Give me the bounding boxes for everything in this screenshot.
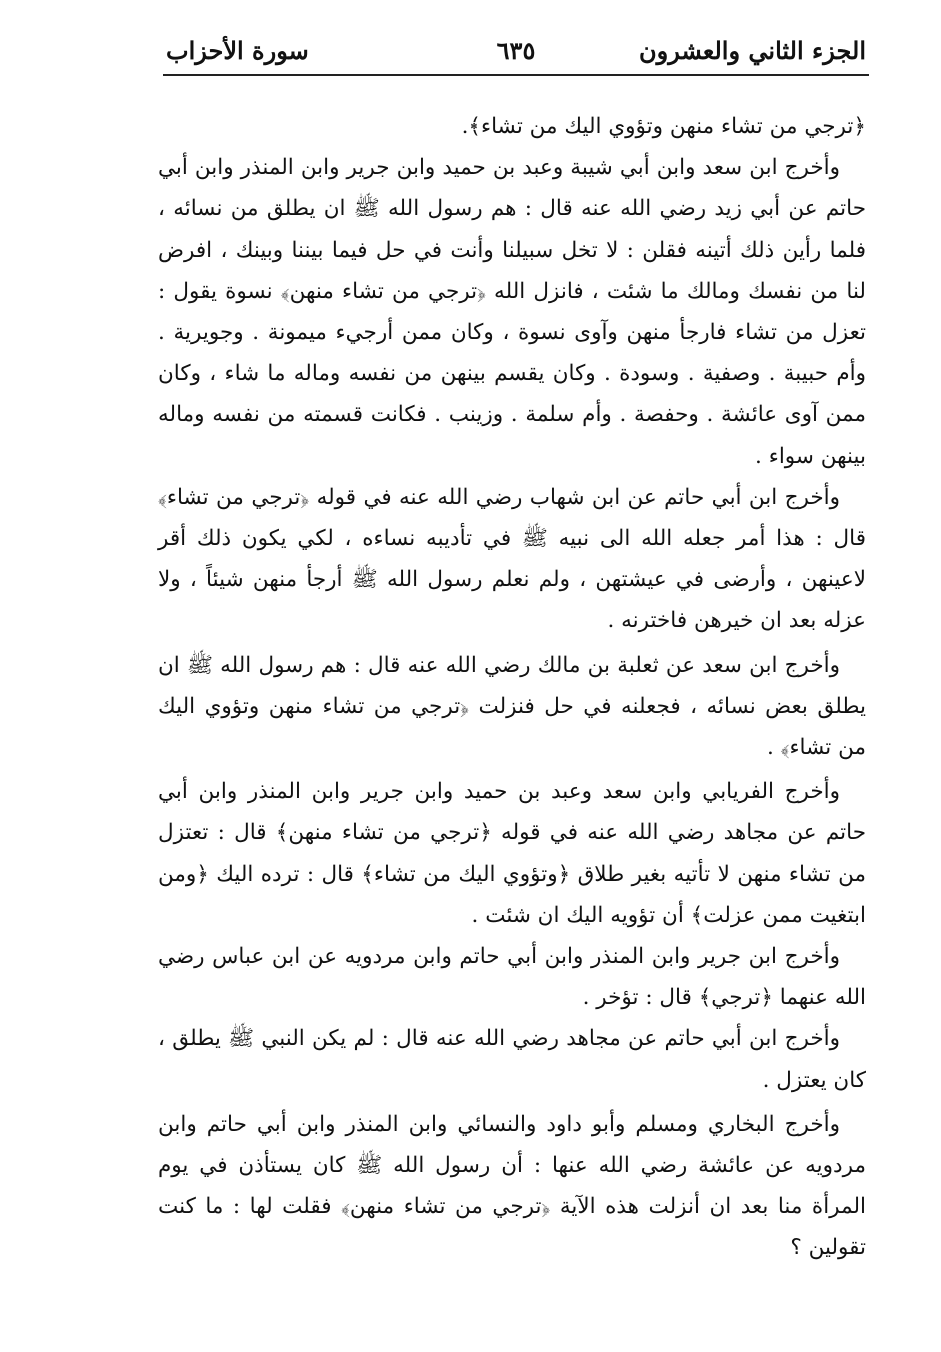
header-divider <box>163 74 869 76</box>
paragraph: وأخرج ابن سعد وابن أبي شيبة وعبد بن حميد وابن جرير وابن المنذر وابن أبي حاتم عن أبي زيد رضي الله عنه قال : هم رسول الله ﷺ ان يطلق من نسائه ، فلما رأين ذلك أتينه فقلن : لا تخل سبيلنا وأنت في حل فيما بيننا وبينك ، افرض لنا من نفسك ومالك ما شئت ، فانزل الله ﴿ترجي من تشاء منهن﴾ نسوة يقول : تعزل من تشاء فارجأ منهن وآوى نسوة ، وكان ممن أرجيء ميمونة . وجويرية . وأم حبيبة . وصفية . وسودة . وكان يقسم بينهن من نفسه وماله ما شاء ، وكان ممن آوى عائشة . وحفصة . وأم سلمة . وزينب . فكانت قسمته من نفسه وماله بينهن سواء . <box>158 155 866 469</box>
page-number: ٦٣٥ <box>496 36 536 65</box>
page-body <box>158 106 866 1269</box>
paragraph: وأخرج ابن جرير وابن المنذر وابن أبي حاتم وابن مردويه عن ابن عباس رضي الله عنهما ﴿ترجي﴾ قال : تؤخر . <box>158 944 866 1011</box>
paragraph: وأخرج البخاري ومسلم وأبو داود والنسائي وابن المنذر وابن أبي حاتم وابن مردويه عن عائشة رضي الله عنها : أن رسول الله ﷺ كان يستأذن في يوم المرأة منا بعد ان أنزلت هذه الآية ﴿ترجي من تشاء منهن﴾ فقلت لها : ما كنت تقولين ؟ <box>158 1111 866 1261</box>
paragraph: وأخرج ابن أبي حاتم عن مجاهد رضي الله عنه قال : لم يكن النبي ﷺ يطلق ، كان يعتزل . <box>158 1026 866 1093</box>
juz-title: الجزء الثاني والعشرون <box>639 36 866 65</box>
paragraph: وأخرج ابن أبي حاتم عن ابن شهاب رضي الله عنه في قوله ﴿ترجي من تشاء﴾ قال : هذا أمر جعله الله الى نبيه ﷺ في تأديبه نساءه ، لكي يكون ذلك أقر لاعينهن ، وأرضى في عيشتهن ، ولم نعلم رسول الله ﷺ أرجأ منهن شيئاً ، ولا عزله بعد ان خيرهن فاخترنه . <box>158 484 866 634</box>
paragraph: وأخرج ابن سعد عن ثعلبة بن مالك رضي الله عنه قال : هم رسول الله ﷺ ان يطلق بعض نسائه ، فجعلنه في حل فنزلت ﴿ترجي من تشاء منهن وتؤوي اليك من تشاء﴾ . <box>158 652 866 761</box>
paragraph: ﴿ترجي من تشاء منهن وتؤوي اليك من تشاء﴾. <box>461 114 866 139</box>
page-header <box>166 30 866 80</box>
paragraph: وأخرج الفريابي وابن سعد وعبد بن حميد وابن جرير وابن المنذر وابن أبي حاتم عن مجاهد رضي الله عنه في قوله ﴿ترجي من تشاء منهن﴾ قال : تعتزل من تشاء منهن لا تأتيه بغير طلاق ﴿وتؤوي اليك من تشاء﴾ قال : ترده اليك ﴿ومن ابتغيت ممن عزلت﴾ أن تؤويه اليك ان شئت . <box>158 779 866 928</box>
surah-title: سورة الأحزاب <box>166 36 309 65</box>
